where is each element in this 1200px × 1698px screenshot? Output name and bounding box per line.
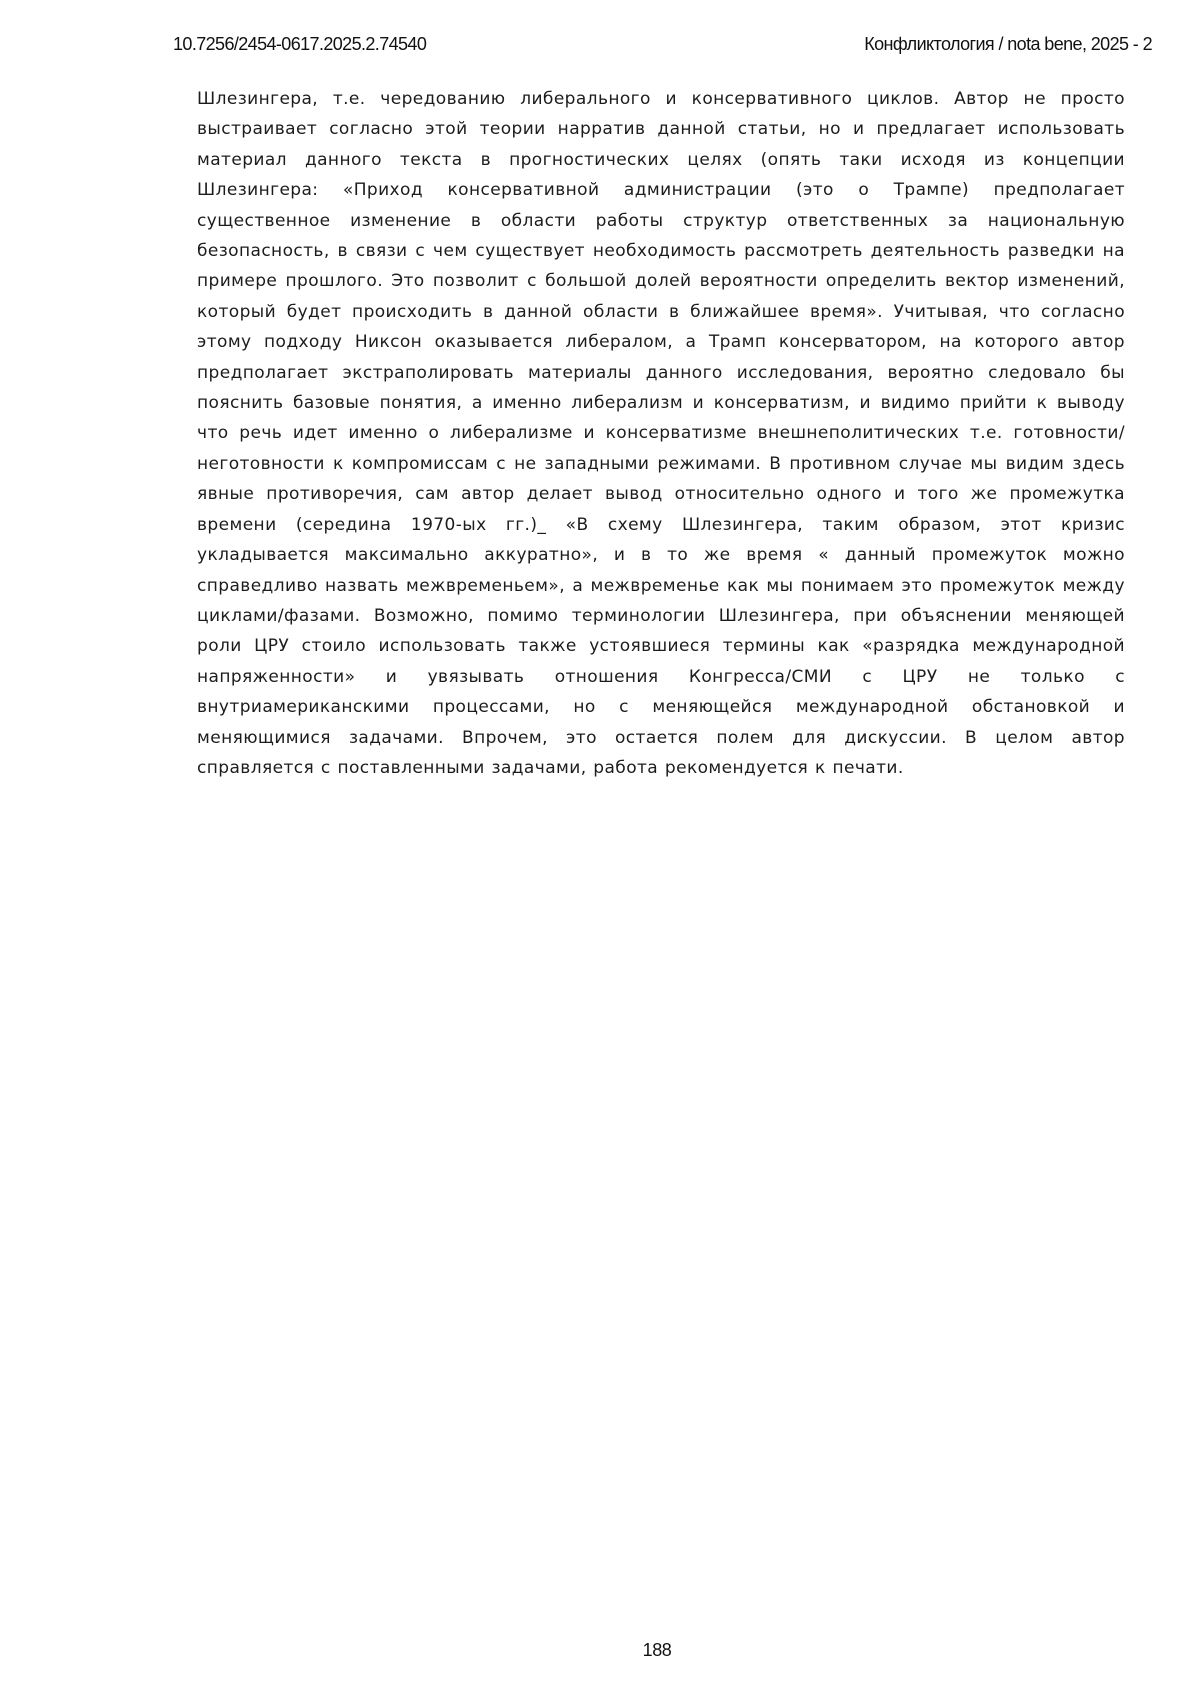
running-header bbox=[173, 34, 1152, 64]
doi-text: 10.7256/2454-0617.2025.2.74540 bbox=[173, 34, 427, 54]
page-number: 188 bbox=[642, 1640, 672, 1660]
journal-title: Конфликтология / nota bene, 2025 - 2 bbox=[864, 34, 1152, 54]
body-paragraph: Шлезингера, т.е. чередованию либерального и консервативного циклов. Автор не просто выстраивает согласно этой теории нарратив данной статьи, но и предлагает использовать материал данного текста в прогностических целях (опять таки исходя из концепции Шлезингера: «Приход консервативной администрации (это о Трампе) предполагает существенное изменение в области работы структур ответственных за национальную безопасность, в связи с чем существует необходимость рассмотреть деятельность разведки на примере прошлого. Это позволит с большой долей вероятности определить вектор изменений, который будет происходить в данной области в ближайшее время». Учитывая, что согласно этому подходу Никсон оказывается либералом, а Трамп консерватором, на которого автор предполагает экстраполировать материалы данного исследования, вероятно следовало бы пояснить базовые понятия, а именно либерализм и консерватизм, и видимо прийти к выводу что речь идет именно о либерализме и консерватизме внешнеполитических т.е. готовности/неготовности к компромиссам с не западными режимами. В противном случае мы видим здесь явные противоречия, сам автор делает вывод относительно одного и того же промежутка времени (середина 1970-ых гг.)_ «В схему Шлезингера, таким образом, этот кризис укладывается максимально аккуратно», и в то же время « данный промежуток можно справедливо назвать межвременьем», а межвременье как мы понимаем это промежуток между циклами/фазами. Возможно, помимо терминологии Шлезингера, при объяснении меняющей роли ЦРУ стоило использовать также устоявшиеся термины как «разрядка международной напряженности» и увязывать отношения Конгресса/СМИ с ЦРУ не только с внутриамериканскими процессами, но с меняющейся международной обстановкой и меняющимися задачами. Впрочем, это остается полем для дискуссии. В целом автор справляется с поставленными задачами, работа рекомендуется к печати. bbox=[197, 89, 1125, 778]
